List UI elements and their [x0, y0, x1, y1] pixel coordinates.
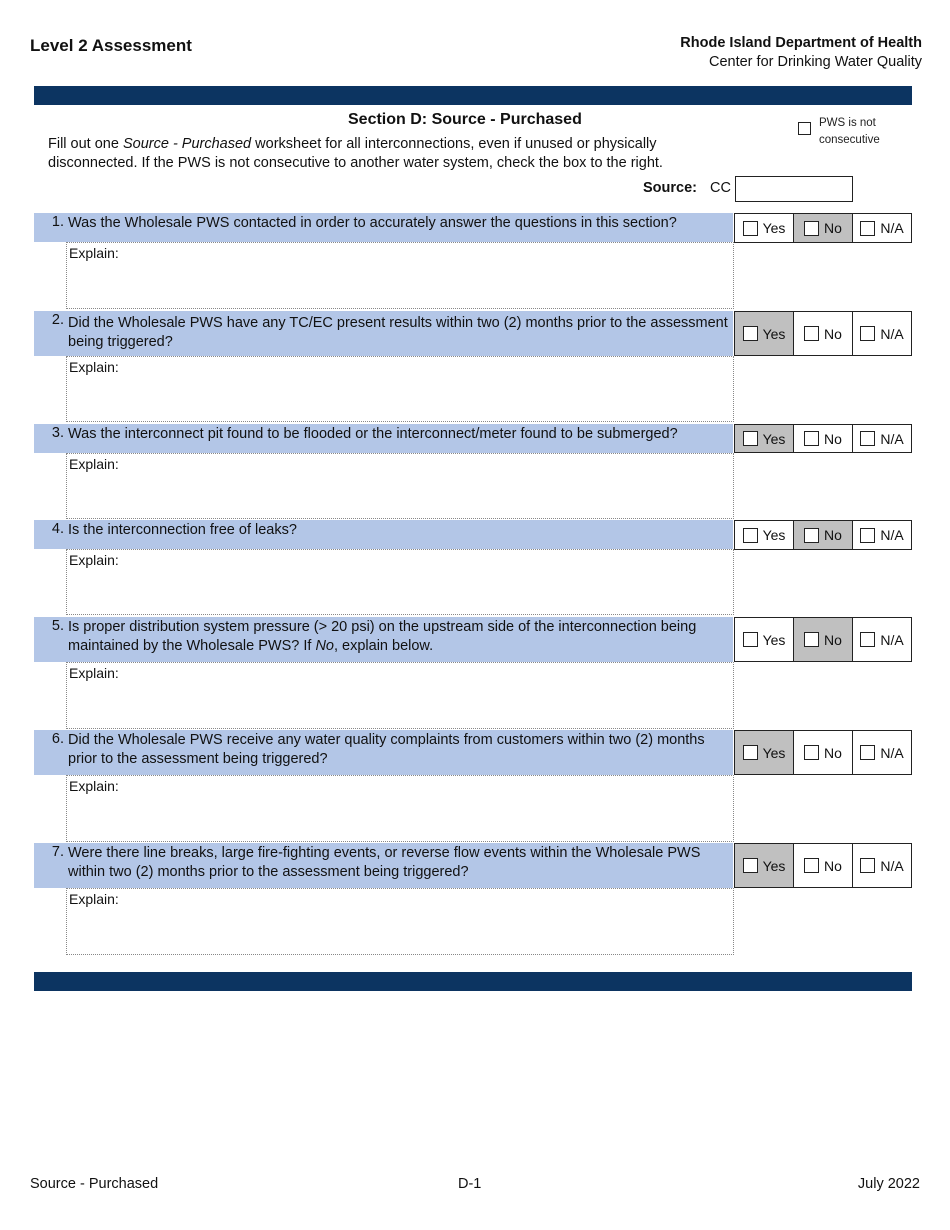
- no-label: No: [824, 631, 842, 648]
- question-text: Were there line breaks, large fire-fighting events, or reverse flow events within the Wholesale PWS within two (2) months prior to the assessment being triggered?: [68, 845, 701, 880]
- na-checkbox[interactable]: [860, 326, 875, 341]
- answer-yes-option[interactable]: [735, 618, 793, 661]
- na-label: N/A: [880, 744, 904, 761]
- na-label: N/A: [880, 325, 904, 342]
- source-id-input[interactable]: [735, 176, 853, 202]
- organization-block: [680, 34, 922, 72]
- answer-options: [734, 730, 912, 775]
- no-checkbox[interactable]: [804, 528, 819, 543]
- no-label: No: [824, 744, 842, 761]
- na-checkbox[interactable]: [860, 221, 875, 236]
- section-title: Section D: Source - Purchased: [348, 111, 582, 128]
- no-label: No: [824, 430, 842, 447]
- answer-na-option[interactable]: [852, 214, 911, 242]
- question-text: Did the Wholesale PWS receive any water quality complaints from customers within two (2) months prior to the assessment being triggered?: [68, 732, 705, 767]
- no-checkbox[interactable]: [804, 221, 819, 236]
- yes-label: Yes: [762, 857, 786, 874]
- source-label: Source:: [643, 180, 697, 196]
- answer-no-option[interactable]: [793, 618, 852, 661]
- no-label: No: [824, 857, 842, 874]
- explain-field[interactable]: [66, 549, 734, 615]
- yes-label: Yes: [762, 430, 786, 447]
- pws-not-consecutive-checkbox[interactable]: [798, 122, 811, 135]
- no-checkbox[interactable]: [804, 745, 819, 760]
- footer-page-number: D-1: [458, 1176, 482, 1192]
- answer-options: [734, 311, 912, 356]
- answer-na-option[interactable]: [852, 312, 911, 355]
- na-label: N/A: [880, 220, 904, 236]
- answer-no-option[interactable]: [793, 731, 852, 774]
- document-title: Level 2 Assessment: [30, 36, 192, 55]
- explain-label: Explain:: [69, 778, 119, 794]
- question-text: Was the interconnect pit found to be flooded or the interconnect/meter found to be submerged?: [68, 426, 678, 442]
- answer-no-option[interactable]: [793, 521, 852, 549]
- na-label: N/A: [880, 527, 904, 543]
- answer-na-option[interactable]: [852, 425, 911, 452]
- explain-label: Explain:: [69, 665, 119, 681]
- answer-yes-option[interactable]: [735, 312, 793, 355]
- yes-label: Yes: [762, 744, 786, 761]
- answer-na-option[interactable]: [852, 618, 911, 661]
- explain-label: Explain:: [69, 359, 119, 375]
- question-text-part: Is proper distribution system pressure (> 20 psi) on the upstream side of the interconnection being maintained by the Wholesale PWS? If: [68, 619, 697, 654]
- explain-field[interactable]: [66, 356, 734, 422]
- question-number: 4.: [51, 521, 64, 537]
- yes-checkbox[interactable]: [743, 528, 758, 543]
- explain-label: Explain:: [69, 245, 119, 261]
- answer-no-option[interactable]: [793, 425, 852, 452]
- question-number: 6.: [51, 731, 64, 747]
- na-label: N/A: [880, 631, 904, 648]
- question-text: Did the Wholesale PWS have any TC/EC present results within two (2) months prior to the assessment being triggered?: [68, 315, 728, 350]
- organization-unit: Center for Drinking Water Quality: [708, 54, 922, 70]
- instructions-part: Fill out one: [48, 136, 123, 152]
- yes-checkbox[interactable]: [743, 632, 758, 647]
- explain-field[interactable]: [66, 888, 734, 955]
- no-checkbox[interactable]: [804, 326, 819, 341]
- answer-yes-option[interactable]: [735, 731, 793, 774]
- question-number: 7.: [51, 844, 64, 860]
- yes-label: Yes: [762, 325, 786, 342]
- answer-na-option[interactable]: [852, 521, 911, 549]
- explain-label: Explain:: [69, 552, 119, 568]
- pws-not-consecutive-label: PWS is not consecutive: [819, 117, 880, 146]
- organization-name: Rhode Island Department of Health: [680, 35, 922, 51]
- yes-label: Yes: [762, 220, 786, 236]
- question-number: 2.: [51, 312, 64, 328]
- answer-no-option[interactable]: [793, 312, 852, 355]
- question-text-part: , explain below.: [333, 638, 434, 654]
- yes-label: Yes: [762, 631, 786, 648]
- na-label: N/A: [880, 430, 904, 447]
- footer-section-name: Source - Purchased: [30, 1176, 159, 1192]
- no-label: No: [824, 527, 842, 543]
- answer-na-option[interactable]: [852, 731, 911, 774]
- yes-checkbox[interactable]: [743, 326, 758, 341]
- answer-yes-option[interactable]: [735, 844, 793, 887]
- answer-options: [734, 213, 912, 243]
- answer-yes-option[interactable]: [735, 521, 793, 549]
- answer-options: [734, 520, 912, 550]
- explain-label: Explain:: [69, 891, 119, 907]
- question-text: [68, 618, 728, 656]
- top-divider-bar: [34, 86, 912, 105]
- explain-field[interactable]: [66, 775, 734, 842]
- question-text: Was the Wholesale PWS contacted in order to accurately answer the questions in this section?: [68, 215, 677, 231]
- question-number: 3.: [51, 425, 64, 441]
- no-checkbox[interactable]: [804, 632, 819, 647]
- na-checkbox[interactable]: [860, 632, 875, 647]
- yes-checkbox[interactable]: [743, 431, 758, 446]
- explain-label: Explain:: [69, 456, 119, 472]
- footer-date: July 2022: [857, 1176, 920, 1192]
- no-label: No: [824, 325, 842, 342]
- yes-checkbox[interactable]: [743, 858, 758, 873]
- answer-na-option[interactable]: [852, 844, 911, 887]
- yes-checkbox[interactable]: [743, 221, 758, 236]
- instructions-emphasis: Source - Purchased: [122, 136, 252, 152]
- question-text: Is the interconnection free of leaks?: [68, 522, 297, 538]
- no-checkbox[interactable]: [804, 431, 819, 446]
- na-checkbox[interactable]: [860, 745, 875, 760]
- answer-options: [734, 617, 912, 662]
- yes-label: Yes: [762, 527, 786, 543]
- source-prefix: CC: [710, 180, 731, 196]
- explain-field[interactable]: [66, 453, 734, 519]
- na-checkbox[interactable]: [860, 431, 875, 446]
- question-text-emphasis: No: [315, 638, 334, 654]
- question-number: 5.: [51, 618, 64, 634]
- bottom-divider-bar: [34, 972, 912, 991]
- explain-field[interactable]: [66, 242, 734, 309]
- na-checkbox[interactable]: [860, 528, 875, 543]
- no-label: No: [824, 220, 842, 236]
- yes-checkbox[interactable]: [743, 745, 758, 760]
- question-number: 1.: [51, 214, 64, 230]
- na-label: N/A: [880, 857, 904, 874]
- explain-field[interactable]: [66, 662, 734, 729]
- no-checkbox[interactable]: [804, 858, 819, 873]
- instructions-part: worksheet for all interconnections, even if unused or physically disconnected. If the PWS is not consecutive to another water system, check the box to the right.: [48, 136, 663, 171]
- answer-yes-option[interactable]: [735, 214, 793, 242]
- answer-no-option[interactable]: [793, 214, 852, 242]
- answer-options: [734, 424, 912, 453]
- section-instructions: [48, 135, 728, 173]
- answer-no-option[interactable]: [793, 844, 852, 887]
- answer-yes-option[interactable]: [735, 425, 793, 452]
- na-checkbox[interactable]: [860, 858, 875, 873]
- answer-options: [734, 843, 912, 888]
